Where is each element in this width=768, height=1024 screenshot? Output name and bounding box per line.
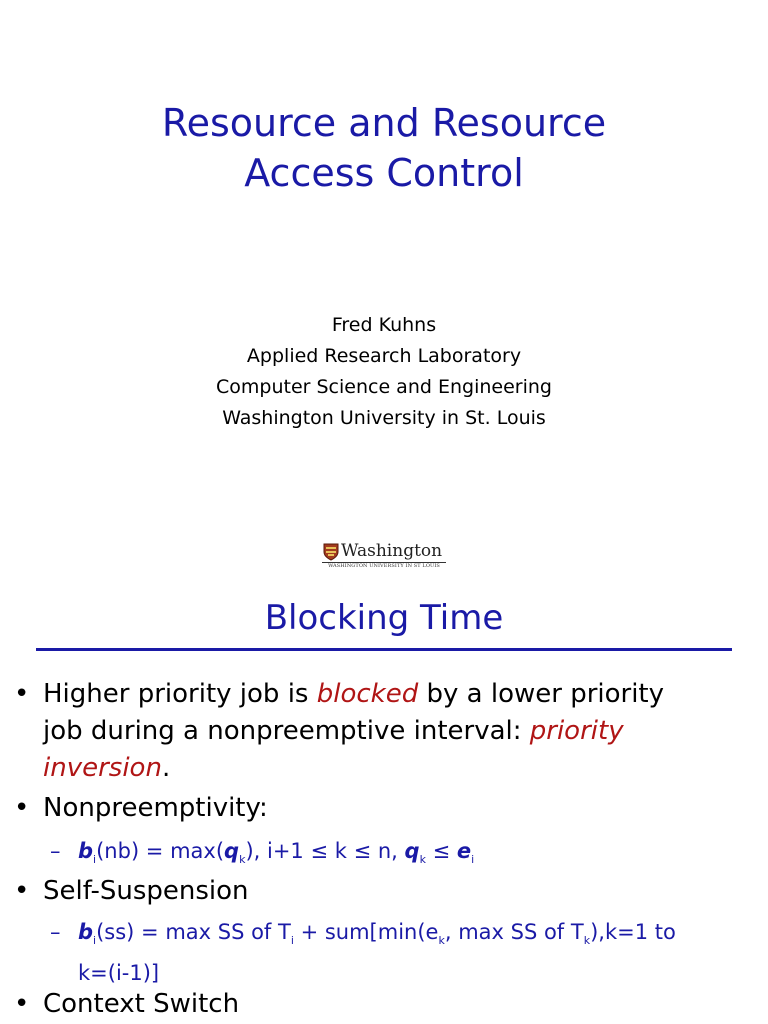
b1-blocked: blocked — [316, 679, 419, 709]
author-dept: Computer Science and Engineering — [216, 376, 552, 398]
bullet-self-suspension: Self-Suspension — [43, 876, 249, 906]
slide2-title: Blocking Time — [264, 598, 504, 638]
bullet-dot-2: • — [14, 793, 30, 823]
logo-subtitle: WASHINGTON UNIVERSITY IN ST LOUIS — [328, 563, 440, 569]
title-line-1: Resource and Resource — [161, 101, 607, 145]
b1-priority: priority — [529, 716, 624, 746]
formula-sub-k2: k — [419, 853, 426, 867]
b1-line2: job during a nonpreemptive interval: — [43, 716, 530, 746]
formula-sub-i: i — [93, 853, 97, 867]
title-divider — [36, 648, 732, 651]
washington-logo — [321, 540, 447, 570]
ss-text1: (ss) = max SS of T — [96, 920, 291, 944]
formula-b: b — [78, 839, 94, 863]
ss-sub-i2: i — [290, 934, 294, 948]
formula-sub-i2: i — [471, 853, 475, 867]
formula-text3: ≤ — [425, 839, 457, 863]
ss-text2: + sum[min(e — [293, 920, 439, 944]
bullet-nonpreemptivity: Nonpreemptivity: — [43, 793, 268, 823]
sub-dash-1: – — [50, 839, 61, 863]
ss-text3: , max SS of T — [444, 920, 584, 944]
logo-wordmark: Washington — [341, 541, 443, 561]
formula-q2: q — [404, 839, 420, 863]
bullet-priority-inversion — [43, 676, 743, 787]
b1-part2: by a lower priority — [418, 679, 665, 709]
ss-line2: k=(i-1)] — [78, 961, 160, 986]
formula-text1: (nb) = max( — [96, 839, 225, 863]
shield-icon — [323, 543, 339, 561]
bullet-context-switch: Context Switch — [43, 989, 240, 1019]
ss-sub-k: k — [438, 934, 445, 948]
ss-sub-i: i — [93, 934, 97, 948]
b1-part1: Higher priority job is — [43, 679, 317, 709]
ss-b: b — [78, 920, 94, 944]
formula-e: e — [456, 839, 472, 863]
bullet-dot-4: • — [14, 989, 30, 1019]
formula-sub-k: k — [239, 853, 246, 867]
b1-end: . — [161, 753, 171, 783]
ss-sub-k2: k — [583, 934, 591, 948]
bullet-dot-1: • — [14, 679, 30, 709]
author-university: Washington University in St. Louis — [222, 407, 546, 429]
slide-title — [0, 98, 768, 198]
formula-nonpreemptive — [50, 835, 750, 876]
ss-text4: ),k=1 to — [590, 920, 676, 944]
formula-self-suspension — [50, 916, 750, 989]
b1-inversion: inversion — [43, 753, 162, 783]
title-line-2: Access Control — [244, 151, 524, 195]
author-name: Fred Kuhns — [331, 314, 437, 336]
formula-q: q — [224, 839, 240, 863]
author-lab: Applied Research Laboratory — [246, 345, 522, 367]
bullet-dot-3: • — [14, 876, 30, 906]
sub-dash-2: – — [50, 920, 61, 944]
author-block — [0, 310, 768, 434]
formula-text2: ), i+1 ≤ k ≤ n, — [245, 839, 405, 863]
